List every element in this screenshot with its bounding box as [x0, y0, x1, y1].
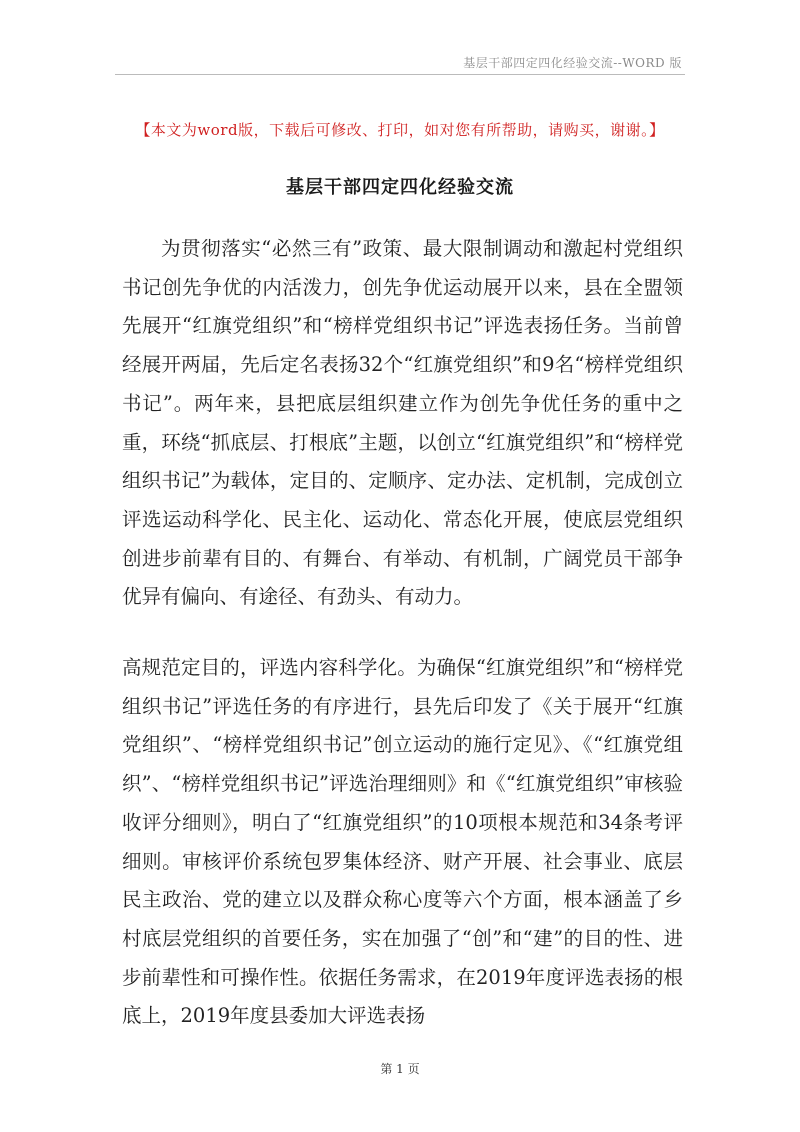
document-title: 基层干部四定四化经验交流: [286, 177, 514, 198]
header-divider: [115, 74, 685, 75]
running-header: 基层干部四定四化经验交流--WORD 版: [463, 56, 682, 70]
page-number: 第 1 页: [380, 1062, 420, 1076]
purchase-notice: 【本文为word版，下载后可修改、打印，如对您有所帮助，请购买，谢谢。】: [135, 121, 665, 139]
body-paragraph-1: 为贯彻落实“必然三有”政策、最大限制调动和激起村党组织书记创先争优的内活泼力，创先争优运动展开以来，县在全盟领先展开“红旗党组织”和“榜样党组织书记”评选表扬任务。当前曾经展开两届，先后定名表扬32个“红旗党组织”和9名“榜样党组织书记”。两年来，县把底层组织建立作为创先争优任务的重中之重，环绕“抓底层、打根底”主题，以创立“红旗党组织”和“榜样党组织书记”为载体，定目的、定顺序、定办法、定机制，完成创立评选运动科学化、民主化、运动化、常态化开展，使底层党组织创进步前辈有目的、有舞台、有举动、有机制，广阔党员干部争优异有偏向、有途径、有劲头、有动力。: [122, 237, 683, 609]
body-paragraph-2: 高规范定目的，评选内容科学化。为确保“红旗党组织”和“榜样党组织书记”评选任务的有序进行，县先后印发了《关于展开“红旗党组织”、“榜样党组织书记”创立运动的施行定见》、《“红旗党组织”、“榜样党组织书记”评选治理细则》和《“红旗党组织”审核验收评分细则》，明白了“红旗党组织”的10项根本规范和34条考评细则。审核评价系统包罗集体经济、财产开展、社会事业、底层民主政治、党的建立以及群众称心度等六个方面，根本涵盖了乡村底层党组织的首要任务，实在加强了“创”和“建”的目的性、进步前辈性和可操作性。依据任务需求，在2019年度评选表扬的根底上，2019年度县委加大评选表扬: [122, 656, 683, 1028]
